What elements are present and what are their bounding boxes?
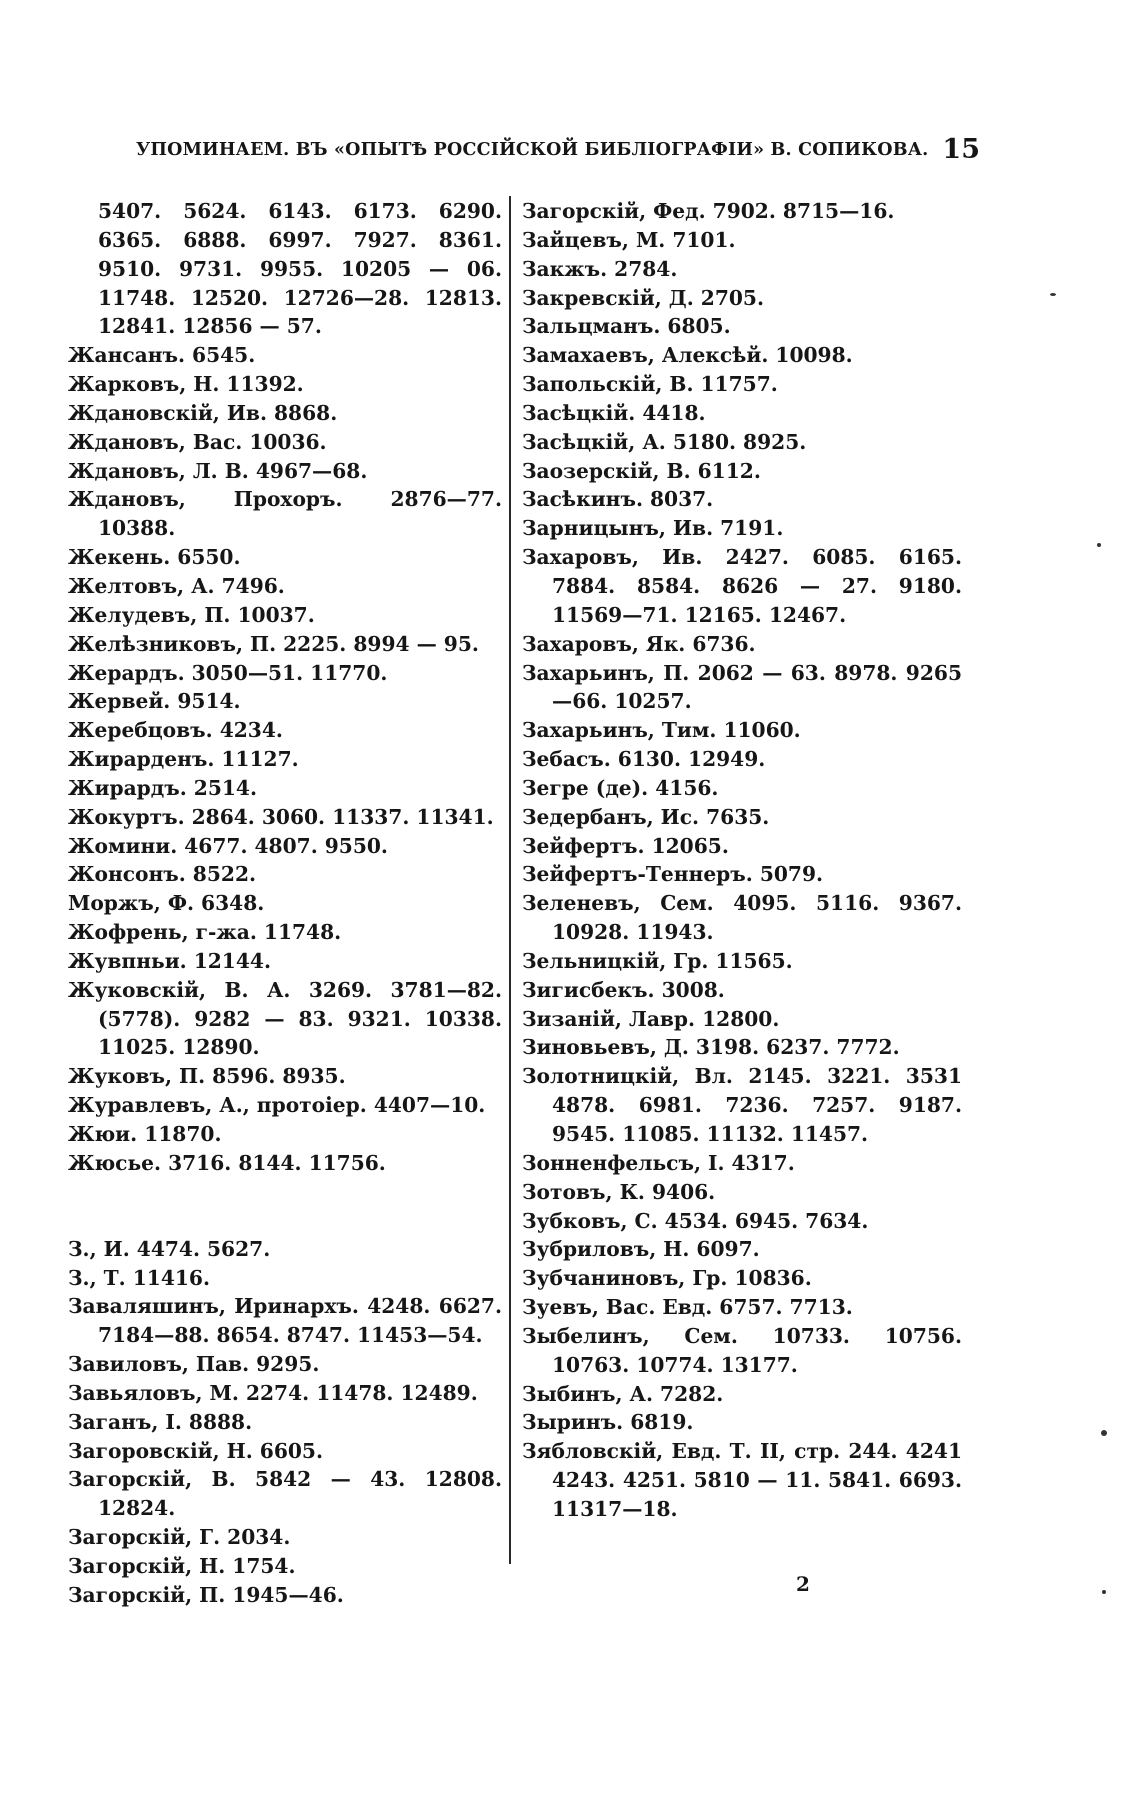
index-entry: Моржъ, Ф. 6348.	[68, 891, 265, 916]
index-entry: Зотовъ, К. 9406.	[522, 1179, 716, 1204]
index-entry: Зейфертъ-Теннеръ. 5079.	[522, 862, 824, 887]
index-entry: Загоровскій, Н. 6605.	[68, 1438, 323, 1463]
index-entry: Захарьинъ, П. 2062 — 63. 8978. 9265—66. 10257.	[522, 660, 962, 714]
index-entry: Заозерскій, В. 6112.	[522, 458, 761, 483]
index-entry: Жервей. 9514.	[68, 689, 241, 714]
scan-speck	[1101, 1430, 1107, 1436]
index-entry: Зыбинъ, А. 7282.	[522, 1381, 724, 1406]
index-entry: Жекень. 6550.	[68, 545, 241, 570]
index-entry: Зальцманъ. 6805.	[522, 314, 731, 339]
index-entry: Завиловъ, Пав. 9295.	[68, 1352, 320, 1377]
index-entry: Зельницкій, Гр. 11565.	[522, 948, 793, 973]
index-entry: Засѣцкій, А. 5180. 8925.	[522, 429, 807, 454]
index-entry: Заваляшинъ, Иринархъ. 4248. 6627. 7184—88. 8654. 8747. 11453—54.	[68, 1294, 502, 1348]
index-entry: Зуевъ, Вас. Евд. 6757. 7713.	[522, 1295, 853, 1320]
scan-speck	[1050, 293, 1056, 296]
index-entry: Жуковскій, В. А. 3269. 3781—82. (5778). 9282 — 83. 9321. 10338. 11025. 12890.	[68, 977, 502, 1060]
index-entry: Зизаній, Лавр. 12800.	[522, 1006, 780, 1031]
index-entry: Жеребцовъ. 4234.	[68, 718, 283, 743]
scan-speck	[1097, 543, 1101, 547]
index-entry: Запольскій, В. 11757.	[522, 372, 778, 397]
entries-right	[522, 197, 962, 1524]
index-entry: Жувпньи. 12144.	[68, 948, 271, 973]
index-entry: Ждановъ, Вас. 10036.	[68, 429, 327, 454]
index-entry: Жюсье. 3716. 8144. 11756.	[68, 1150, 386, 1175]
index-entry: Зейфертъ. 12065.	[522, 833, 729, 858]
index-entry: Зебасъ. 6130. 12949.	[522, 747, 766, 772]
index-entry: Заганъ, І. 8888.	[68, 1409, 253, 1434]
index-entry: Жансанъ. 6545.	[68, 343, 256, 368]
index-entry: Ждановскій, Ив. 8868.	[68, 400, 338, 425]
column-divider	[509, 196, 511, 1564]
index-entry: Загорскій, В. 5842 — 43. 12808. 12824.	[68, 1467, 502, 1521]
running-title: УПОМИНАЕМ. ВЪ «ОПЫТѢ РОССІЙСКОЙ БИБЛІОГРАФІИ» В. СОПИКОВА.	[136, 140, 929, 160]
index-entry: Зайцевъ, М. 7101.	[522, 227, 736, 252]
index-entry: Ждановъ, Л. В. 4967—68.	[68, 458, 368, 483]
index-entry: Захарьинъ, Тим. 11060.	[522, 718, 801, 743]
index-entry: Желѣзниковъ, П. 2225. 8994 — 95.	[68, 631, 479, 656]
index-entry: Зедербанъ, Ис. 7635.	[522, 804, 770, 829]
index-entry: З., Т. 11416.	[68, 1265, 210, 1290]
index-entry: Жарковъ, Н. 11392.	[68, 372, 304, 397]
index-entry: Жюи. 11870.	[68, 1122, 222, 1146]
index-entry: Зигисбекъ. 3008.	[522, 977, 725, 1002]
index-entry: Зиновьевъ, Д. 3198. 6237. 7772.	[522, 1035, 900, 1060]
index-entry: Зыбелинъ, Сем. 10733. 10756. 10763. 10774. 13177.	[522, 1323, 962, 1377]
index-entry: Загорскій, Н. 1754.	[68, 1553, 296, 1578]
index-entry: Зегре (де). 4156.	[522, 775, 719, 800]
index-entry: Журавлевъ, А., протоіер. 4407—10.	[68, 1093, 486, 1118]
index-entry: Жерардъ. 3050—51. 11770.	[68, 660, 388, 685]
index-entry: Завьяловъ, М. 2274. 11478. 12489.	[68, 1380, 478, 1405]
index-entry: Закжъ. 2784.	[522, 256, 678, 281]
index-entry: Ждановъ, Прохоръ. 2876—77. 10388.	[68, 487, 502, 541]
index-entry: Захаровъ, Як. 6736.	[522, 631, 756, 656]
page-number: 15	[942, 134, 980, 165]
index-entry: Захаровъ, Ив. 2427. 6085. 6165. 7884. 8584. 8626 — 27. 9180. 11569—71. 12165. 12467.	[522, 545, 962, 627]
index-entry: Закревскій, Д. 2705.	[522, 285, 764, 310]
scan-speck	[1102, 1590, 1106, 1594]
printer-signature: 2	[796, 1572, 810, 1596]
index-entry: Зубчаниновъ, Гр. 10836.	[522, 1266, 812, 1291]
left-column	[68, 197, 502, 1610]
entries-z	[68, 1235, 502, 1610]
index-entry: Зубриловъ, Н. 6097.	[522, 1237, 760, 1262]
index-entry: Жокуртъ. 2864. 3060. 11337. 11341.	[68, 804, 494, 829]
index-entry: Жирардъ. 2514.	[68, 775, 257, 800]
index-entry: Зыринъ. 6819.	[522, 1410, 694, 1435]
index-entry: Жирарденъ. 11127.	[68, 747, 299, 772]
running-head	[136, 134, 980, 174]
index-entry: Загорскій, Фед. 7902. 8715—16.	[522, 199, 895, 223]
index-entry: Замахаевъ, Алексѣй. 10098.	[522, 343, 853, 368]
index-entry: Засѣцкій. 4418.	[522, 400, 706, 425]
section-gap	[68, 1178, 502, 1235]
index-entry: Золотницкій, Вл. 2145. 3221. 3531 4878. 6981. 7236. 7257. 9187. 9545. 11085. 11132. 11457.	[522, 1064, 962, 1146]
index-entry: Жуковъ, П. 8596. 8935.	[68, 1064, 346, 1089]
index-entry: Жонсонъ. 8522.	[68, 862, 257, 887]
index-entry: Жомини. 4677. 4807. 9550.	[68, 833, 388, 858]
continuation-entry: 5407. 5624. 6143. 6173. 6290. 6365. 6888. 6997. 7927. 8361. 9510. 9731. 9955. 10205 — 06. 11748. 12520. 12726—28. 12813. 12841. 12856 — 57.	[98, 199, 502, 339]
index-entry: Зябловскій, Евд. Т. II, стр. 244. 4241 4243. 4251. 5810 — 11. 5841. 6693. 11317—18.	[522, 1439, 962, 1521]
index-entry: Желудевъ, П. 10037.	[68, 602, 315, 627]
index-entry: Загорскій, П. 1945—46.	[68, 1582, 344, 1607]
index-entry: Загорскій, Г. 2034.	[68, 1525, 291, 1550]
index-entry: Жофрень, г-жа. 11748.	[68, 920, 342, 945]
index-entry: Зонненфельсъ, І. 4317.	[522, 1150, 795, 1175]
entries-zh	[68, 341, 502, 1177]
index-entry: Зарницынъ, Ив. 7191.	[522, 516, 784, 541]
index-entry: Засѣкинъ. 8037.	[522, 487, 714, 512]
index-entry: Зеленевъ, Сем. 4095. 5116. 9367. 10928. 11943.	[522, 891, 962, 945]
index-entry: З., И. 4474. 5627.	[68, 1236, 271, 1261]
index-entry: Зубковъ, С. 4534. 6945. 7634.	[522, 1208, 869, 1233]
right-column	[522, 197, 962, 1524]
index-entry: Желтовъ, А. 7496.	[68, 573, 285, 598]
